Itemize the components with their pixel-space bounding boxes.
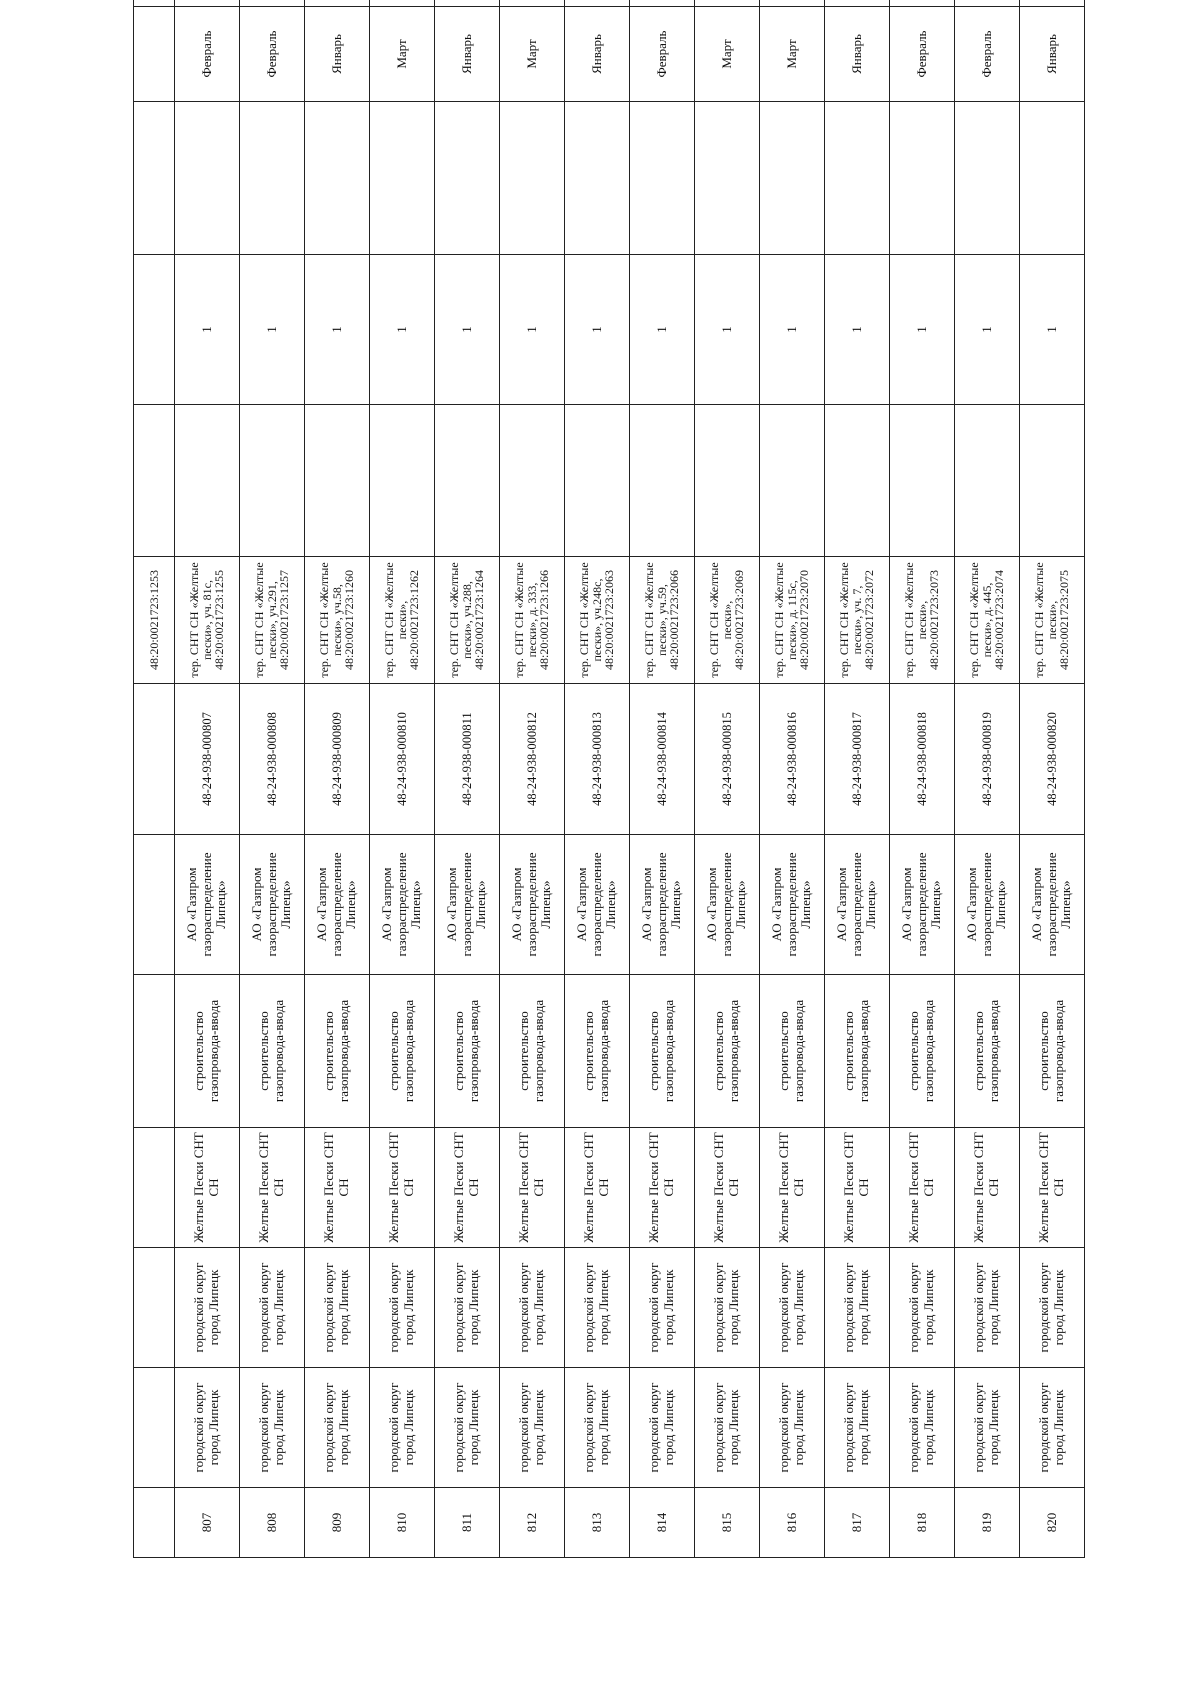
district-cell: городской округ город Липецк [305,1368,370,1488]
district-cell: городской округ город Липецк [500,1368,565,1488]
year-cell [890,0,955,7]
extra-cell-b [565,102,630,255]
organization-cell: АО «Газпром газораспределение Липецк» [695,835,760,975]
work-type-cell: строительство газопровода-ввода [890,975,955,1128]
table-row [240,0,305,1558]
extra-cell-a [825,405,890,557]
table-row-carryover [134,0,175,1558]
locality-cell: городской округ город Липецк [695,1248,760,1368]
year-cell [240,0,305,7]
count-cell: 1 [240,255,305,405]
table-row [955,0,1020,1558]
address-cell: тер. СНТ СН «Желтые пески», уч. 7, 48:20:0021723:2072 [825,557,890,684]
application-code-cell: 48-24-938-000818 [890,684,955,835]
settlement-cell: Желтые Пески СНТ СН [825,1128,890,1248]
locality-cell: городской округ город Липецк [565,1248,630,1368]
row-number-cell: 816 [760,1488,825,1558]
locality-cell: городской округ город Липецк [890,1248,955,1368]
extra-cell-a [760,405,825,557]
application-code-cell: 48-24-938-000807 [175,684,240,835]
locality-cell: городской округ город Липецк [240,1248,305,1368]
address-cell: тер. СНТ СН «Желтые пески», уч.59, 48:20:0021723:2066 [630,557,695,684]
month-cell: Январь [825,7,890,102]
table-row [175,0,240,1558]
month-cell: Март [370,7,435,102]
application-code-cell: 48-24-938-000819 [955,684,1020,835]
month-cell: Март [500,7,565,102]
rotated-page [133,30,1083,1558]
address-cell: тер. СНТ СН «Желтые пески», уч.248с, 48:20:0021723:2063 [565,557,630,684]
month-cell: Февраль [890,7,955,102]
district-cell: городской округ город Липецк [1020,1368,1085,1488]
address-cell: тер. СНТ СН «Желтые пески», 48:20:0021723:2069 [695,557,760,684]
extra-cell-b [240,102,305,255]
table-row [825,0,890,1558]
organization-cell: АО «Газпром газораспределение Липецк» [565,835,630,975]
locality-cell: городской округ город Липецк [435,1248,500,1368]
row-number-cell: 810 [370,1488,435,1558]
year-cell [630,0,695,7]
settlement-cell: Желтые Пески СНТ СН [890,1128,955,1248]
work-type-cell: строительство газопровода-ввода [630,975,695,1128]
organization-cell: АО «Газпром газораспределение Липецк» [1020,835,1085,975]
row-number-cell: 819 [955,1488,1020,1558]
address-cell: тер. СНТ СН «Желтые пески», уч.288, 48:20:0021723:1264 [435,557,500,684]
application-code-cell: 48-24-938-000809 [305,684,370,835]
extra-cell-a [305,405,370,557]
address-cell: тер. СНТ СН «Желтые пески», уч. 81с, 48:20:0021723:1255 [175,557,240,684]
organization-cell: АО «Газпром газораспределение Липецк» [630,835,695,975]
work-type-cell: строительство газопровода-ввода [435,975,500,1128]
cell-empty [134,0,175,7]
locality-cell: городской округ город Липецк [955,1248,1020,1368]
row-number-cell: 811 [435,1488,500,1558]
year-cell [760,0,825,7]
cell-empty [134,835,175,975]
application-code-cell: 48-24-938-000816 [760,684,825,835]
table-row [370,0,435,1558]
count-cell: 1 [955,255,1020,405]
extra-cell-a [500,405,565,557]
year-cell [565,0,630,7]
work-type-cell: строительство газопровода-ввода [1020,975,1085,1128]
work-type-cell: строительство газопровода-ввода [565,975,630,1128]
work-type-cell: строительство газопровода-ввода [500,975,565,1128]
row-number-cell: 820 [1020,1488,1085,1558]
organization-cell: АО «Газпром газораспределение Липецк» [825,835,890,975]
cell-empty [134,405,175,557]
district-cell: городской округ город Липецк [175,1368,240,1488]
cell-empty [134,7,175,102]
extra-cell-b [695,102,760,255]
application-code-cell: 48-24-938-000813 [565,684,630,835]
organization-cell: АО «Газпром газораспределение Липецк» [175,835,240,975]
year-cell [305,0,370,7]
count-cell: 1 [175,255,240,405]
month-cell: Январь [435,7,500,102]
work-type-cell: строительство газопровода-ввода [825,975,890,1128]
extra-cell-a [955,405,1020,557]
work-type-cell: строительство газопровода-ввода [955,975,1020,1128]
month-cell: Февраль [240,7,305,102]
organization-cell: АО «Газпром газораспределение Липецк» [240,835,305,975]
application-code-cell: 48-24-938-000817 [825,684,890,835]
row-number-cell: 815 [695,1488,760,1558]
gas-connection-table [133,0,1085,1558]
extra-cell-b [500,102,565,255]
district-cell: городской округ город Липецк [825,1368,890,1488]
cell-empty [134,1248,175,1368]
year-cell [500,0,565,7]
address-cell: тер. СНТ СН «Желтые пески», 48:20:0021723:2075 [1020,557,1085,684]
district-cell: городской округ город Липецк [240,1368,305,1488]
work-type-cell: строительство газопровода-ввода [760,975,825,1128]
address-cell: тер. СНТ СН «Желтые пески», уч.291, 48:20:0021723:1257 [240,557,305,684]
address-cell: тер. СНТ СН «Желтые пески», 48:20:0021723:1262 [370,557,435,684]
cell-empty [134,1488,175,1558]
application-code-cell: 48-24-938-000820 [1020,684,1085,835]
extra-cell-b [890,102,955,255]
table-row [500,0,565,1558]
extra-cell-a [1020,405,1085,557]
table-row [435,0,500,1558]
organization-cell: АО «Газпром газораспределение Липецк» [890,835,955,975]
cell-empty [134,975,175,1128]
count-cell: 1 [305,255,370,405]
table-row [565,0,630,1558]
count-cell: 1 [500,255,565,405]
work-type-cell: строительство газопровода-ввода [305,975,370,1128]
year-cell [175,0,240,7]
extra-cell-b [175,102,240,255]
settlement-cell: Желтые Пески СНТ СН [1020,1128,1085,1248]
extra-cell-a [370,405,435,557]
table-row [1020,0,1085,1558]
extra-cell-a [890,405,955,557]
settlement-cell: Желтые Пески СНТ СН [565,1128,630,1248]
count-cell: 1 [825,255,890,405]
extra-cell-b [435,102,500,255]
application-code-cell: 48-24-938-000811 [435,684,500,835]
cell-empty [134,1128,175,1248]
year-cell [955,0,1020,7]
address-cell: тер. СНТ СН «Желтые пески», д. 333, 48:20:0021723:1266 [500,557,565,684]
work-type-cell: строительство газопровода-ввода [240,975,305,1128]
table-body [134,0,1085,1558]
cell-empty [134,102,175,255]
extra-cell-a [565,405,630,557]
locality-cell: городской округ город Липецк [760,1248,825,1368]
settlement-cell: Желтые Пески СНТ СН [955,1128,1020,1248]
locality-cell: городской округ город Липецк [175,1248,240,1368]
count-cell: 1 [435,255,500,405]
locality-cell: городской округ город Липецк [370,1248,435,1368]
table-row [305,0,370,1558]
locality-cell: городской округ город Липецк [305,1248,370,1368]
application-code-cell: 48-24-938-000815 [695,684,760,835]
table-row [695,0,760,1558]
carryover-cadastral-cell: 48:20:0021723:1253 [134,557,175,684]
row-number-cell: 813 [565,1488,630,1558]
district-cell: городской округ город Липецк [370,1368,435,1488]
locality-cell: городской округ город Липецк [1020,1248,1085,1368]
cell-empty [134,684,175,835]
year-cell [695,0,760,7]
count-cell: 1 [760,255,825,405]
year-cell [370,0,435,7]
extra-cell-a [630,405,695,557]
extra-cell-a [240,405,305,557]
month-cell: Февраль [630,7,695,102]
settlement-cell: Желтые Пески СНТ СН [500,1128,565,1248]
settlement-cell: Желтые Пески СНТ СН [240,1128,305,1248]
month-cell: Март [695,7,760,102]
work-type-cell: строительство газопровода-ввода [695,975,760,1128]
row-number-cell: 812 [500,1488,565,1558]
extra-cell-b [760,102,825,255]
organization-cell: АО «Газпром газораспределение Липецк» [305,835,370,975]
cell-empty [134,255,175,405]
extra-cell-b [1020,102,1085,255]
year-cell [825,0,890,7]
district-cell: городской округ город Липецк [565,1368,630,1488]
extra-cell-a [175,405,240,557]
count-cell: 1 [630,255,695,405]
month-cell: Январь [305,7,370,102]
row-number-cell: 814 [630,1488,695,1558]
extra-cell-b [370,102,435,255]
work-type-cell: строительство газопровода-ввода [370,975,435,1128]
month-cell: Февраль [175,7,240,102]
count-cell: 1 [890,255,955,405]
table-row [630,0,695,1558]
row-number-cell: 817 [825,1488,890,1558]
cell-empty [134,1368,175,1488]
month-cell: Январь [1020,7,1085,102]
locality-cell: городской округ город Липецк [630,1248,695,1368]
district-cell: городской округ город Липецк [890,1368,955,1488]
settlement-cell: Желтые Пески СНТ СН [760,1128,825,1248]
table-row [760,0,825,1558]
work-type-cell: строительство газопровода-ввода [175,975,240,1128]
locality-cell: городской округ город Липецк [825,1248,890,1368]
district-cell: городской округ город Липецк [760,1368,825,1488]
count-cell: 1 [695,255,760,405]
extra-cell-a [695,405,760,557]
count-cell: 1 [1020,255,1085,405]
settlement-cell: Желтые Пески СНТ СН [695,1128,760,1248]
organization-cell: АО «Газпром газораспределение Липецк» [370,835,435,975]
row-number-cell: 818 [890,1488,955,1558]
table-row [890,0,955,1558]
settlement-cell: Желтые Пески СНТ СН [175,1128,240,1248]
organization-cell: АО «Газпром газораспределение Липецк» [435,835,500,975]
address-cell: тер. СНТ СН «Желтые пески», уч.58, 48:20:0021723:1260 [305,557,370,684]
row-number-cell: 808 [240,1488,305,1558]
organization-cell: АО «Газпром газораспределение Липецк» [955,835,1020,975]
count-cell: 1 [565,255,630,405]
year-cell [1020,0,1085,7]
application-code-cell: 48-24-938-000808 [240,684,305,835]
district-cell: городской округ город Липецк [435,1368,500,1488]
address-cell: тер. СНТ СН «Желтые пески», 48:20:0021723:2073 [890,557,955,684]
district-cell: городской округ город Липецк [630,1368,695,1488]
extra-cell-b [955,102,1020,255]
count-cell: 1 [370,255,435,405]
application-code-cell: 48-24-938-000812 [500,684,565,835]
application-code-cell: 48-24-938-000810 [370,684,435,835]
locality-cell: городской округ город Липецк [500,1248,565,1368]
district-cell: городской округ город Липецк [955,1368,1020,1488]
organization-cell: АО «Газпром газораспределение Липецк» [760,835,825,975]
month-cell: Февраль [955,7,1020,102]
organization-cell: АО «Газпром газораспределение Липецк» [500,835,565,975]
application-code-cell: 48-24-938-000814 [630,684,695,835]
row-number-cell: 807 [175,1488,240,1558]
row-number-cell: 809 [305,1488,370,1558]
month-cell: Март [760,7,825,102]
settlement-cell: Желтые Пески СНТ СН [305,1128,370,1248]
address-cell: тер. СНТ СН «Желтые пески», д. 445, 48:20:0021723:2074 [955,557,1020,684]
extra-cell-a [435,405,500,557]
month-cell: Январь [565,7,630,102]
settlement-cell: Желтые Пески СНТ СН [370,1128,435,1248]
year-cell [435,0,500,7]
extra-cell-b [305,102,370,255]
address-cell: тер. СНТ СН «Желтые пески», д. 115с, 48:20:0021723:2070 [760,557,825,684]
settlement-cell: Желтые Пески СНТ СН [630,1128,695,1248]
extra-cell-b [630,102,695,255]
district-cell: городской округ город Липецк [695,1368,760,1488]
extra-cell-b [825,102,890,255]
settlement-cell: Желтые Пески СНТ СН [435,1128,500,1248]
